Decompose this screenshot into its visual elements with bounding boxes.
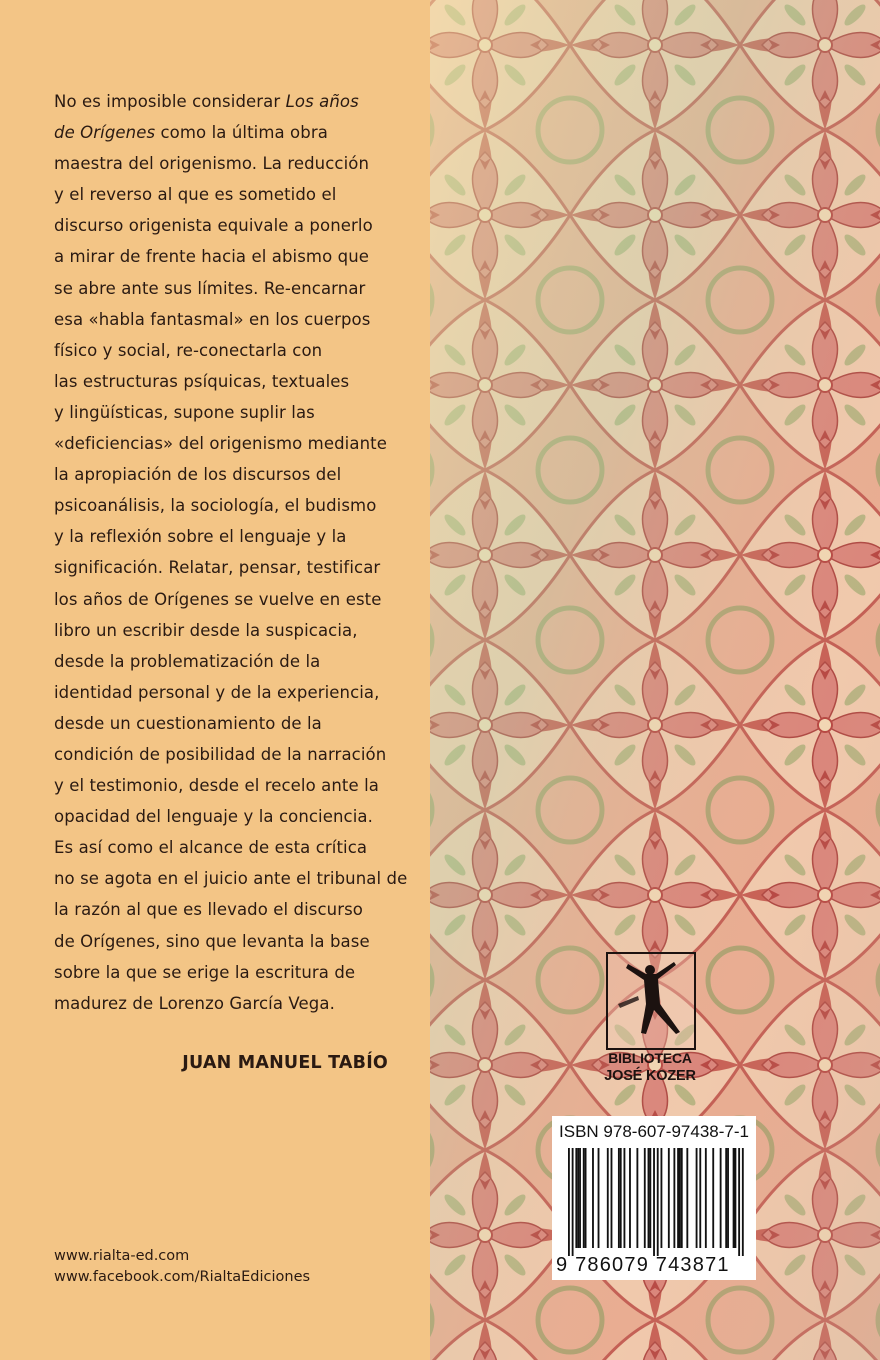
barcode-bar [629,1148,631,1248]
blurb-text-run: maestra del origenismo. La reducción [54,154,370,174]
blurb-line [54,490,406,521]
barcode-bar [585,1148,587,1248]
blurb-line [54,957,406,988]
blurb-text-run: «deficiencias» del origenismo mediante [54,434,387,454]
barcode-bar [636,1148,638,1248]
barcode-bar [661,1148,663,1248]
barcode-bar [738,1148,740,1256]
blurb-text-run: las estructuras psíquicas, textuales [54,371,350,391]
book-title-italic: Los años [285,92,359,111]
biblioteca-jose-kozer-logo [600,946,700,1096]
barcode-bar [673,1148,675,1248]
barcode-bar [648,1148,650,1248]
barcode-bar [579,1148,581,1248]
blurb-text-run: a mirar de frente hacia el abismo que [54,247,370,267]
logo-line1: BIBLIOTECA [608,1050,692,1066]
isbn-label: ISBN 978-607-97438-7-1 [559,1122,749,1141]
blurb-author: JUAN MANUEL TABÍO [182,1053,388,1073]
blurb-line [54,988,406,1019]
blurb-text-run: no se agota en el juicio ante el tribunal de [54,869,408,889]
barcode-bar [686,1148,688,1248]
blurb-text-run: Es así como el alcance de esta crítica [54,838,368,858]
barcode-bar [583,1148,585,1248]
barcode-bar [712,1148,714,1248]
barcode-bar [575,1148,577,1248]
blurb-line [54,770,406,801]
blurb-line [54,117,406,148]
blurb-text-run: y la reflexión sobre el lenguaje y la [54,527,347,547]
barcode-bar [653,1148,655,1256]
blurb-line [54,397,406,428]
blurb-text-run: sobre la que se erige la escritura de [54,962,356,982]
blurb-line [54,366,406,397]
blurb-text-run: condición de posibilidad de la narración [54,744,387,764]
barcode-bar [720,1148,722,1248]
barcode-bar [624,1148,626,1248]
barcode-bar [598,1148,600,1248]
blurb-text-run: la razón al que es llevado el discurso [54,900,364,920]
barcode-bar [679,1148,681,1248]
blurb-line [54,708,406,739]
barcode-bar [699,1148,701,1248]
blurb-text-run: significación. Relatar, pensar, testificar [54,558,381,578]
blurb-line [54,521,406,552]
barcode-bar [618,1148,620,1248]
blurb-line [54,584,406,615]
blurb-line [54,459,406,490]
barcode-bar [705,1148,707,1248]
barcode-bar [572,1148,574,1256]
blurb-line [54,801,406,832]
blurb-text-run: discurso origenista equivale a ponerlo [54,216,373,236]
blurb-text-run: físico y social, re-conectarla con [54,340,323,360]
blurb-text-run: los años de Orígenes se vuelve en este [54,589,382,609]
blurb-text [54,86,406,1019]
blurb-line [54,179,406,210]
dancing-figure-icon [608,954,694,1048]
barcode-bar [677,1148,679,1248]
isbn-barcode [552,1116,756,1280]
blurb-line [54,894,406,925]
barcode-bar [577,1148,579,1248]
blurb-line [54,273,406,304]
barcode-bar [733,1148,735,1248]
barcode-bar [649,1148,651,1248]
barcode-bar [668,1148,670,1248]
blurb-line [54,646,406,677]
blurb-line [54,304,406,335]
barcode-bar [592,1148,594,1248]
barcode-bar [735,1148,737,1248]
blurb-text-run: desde la problematización de la [54,651,321,671]
blurb-text-run: psicoanálisis, la sociología, el budismo [54,496,377,516]
barcode-bar [681,1148,683,1248]
facebook-link[interactable]: www.facebook.com/RialtaEdiciones [54,1269,311,1285]
blurb-line [54,241,406,272]
blurb-line [54,739,406,770]
blurb-line [54,677,406,708]
blurb-line [54,615,406,646]
blurb-text-run: y el testimonio, desde el recelo ante la [54,776,379,796]
barcode-bar [727,1148,729,1248]
blurb-text-run: desde un cuestionamiento de la [54,713,322,733]
blurb-text-run: No es imposible considerar [54,92,286,111]
back-cover-text-panel [0,0,430,1360]
barcode-bar [644,1148,646,1248]
blurb-text-run: identidad personal y de la experiencia, [54,682,380,702]
barcode-bar [657,1148,659,1256]
blurb-text-run: libro un escribir desde la suspicacia, [54,620,358,640]
blurb-line [54,552,406,583]
blurb-line [54,926,406,957]
barcode-bar [725,1148,727,1248]
blurb-text-run: la apropiación de los discursos del [54,465,342,485]
blurb-text-run: y lingüísticas, supone suplir las [54,402,315,422]
logo-line2: JOSÉ KOZER [604,1068,696,1084]
blurb-line [54,210,406,241]
blurb-line [54,148,406,179]
barcode-bar [568,1148,570,1256]
blurb-text-run: opacidad del lenguaje y la conciencia. [54,807,373,827]
blurb-line [54,428,406,459]
blurb-line [54,832,406,863]
logo-frame [606,952,696,1050]
blurb-line [54,335,406,366]
publisher-links [54,1246,310,1288]
blurb-text-run: de Orígenes, sino que levanta la base [54,931,370,951]
book-title-italic: de Orígenes [54,123,156,143]
barcode-bar [696,1148,698,1248]
blurb-line [54,863,406,894]
barcode-bar [607,1148,609,1248]
blurb-text-run: como la última obra [155,123,328,143]
blurb-text-run: madurez de Lorenzo García Vega. [54,993,335,1013]
blurb-line [54,86,406,117]
barcode-bar [742,1148,744,1256]
barcode-bar [611,1148,613,1248]
blurb-text-run: y el reverso al que es sometido el [54,185,337,205]
barcode-digits: 9 786079 743871 [556,1254,730,1276]
blurb-text-run: esa «habla fantasmal» en los cuerpos [54,309,371,329]
blurb-text-run: se abre ante sus límites. Re-encarnar [54,278,366,298]
barcode-bars [560,1148,750,1256]
barcode-bar [620,1148,622,1248]
website-link[interactable]: www.rialta-ed.com [54,1248,190,1264]
